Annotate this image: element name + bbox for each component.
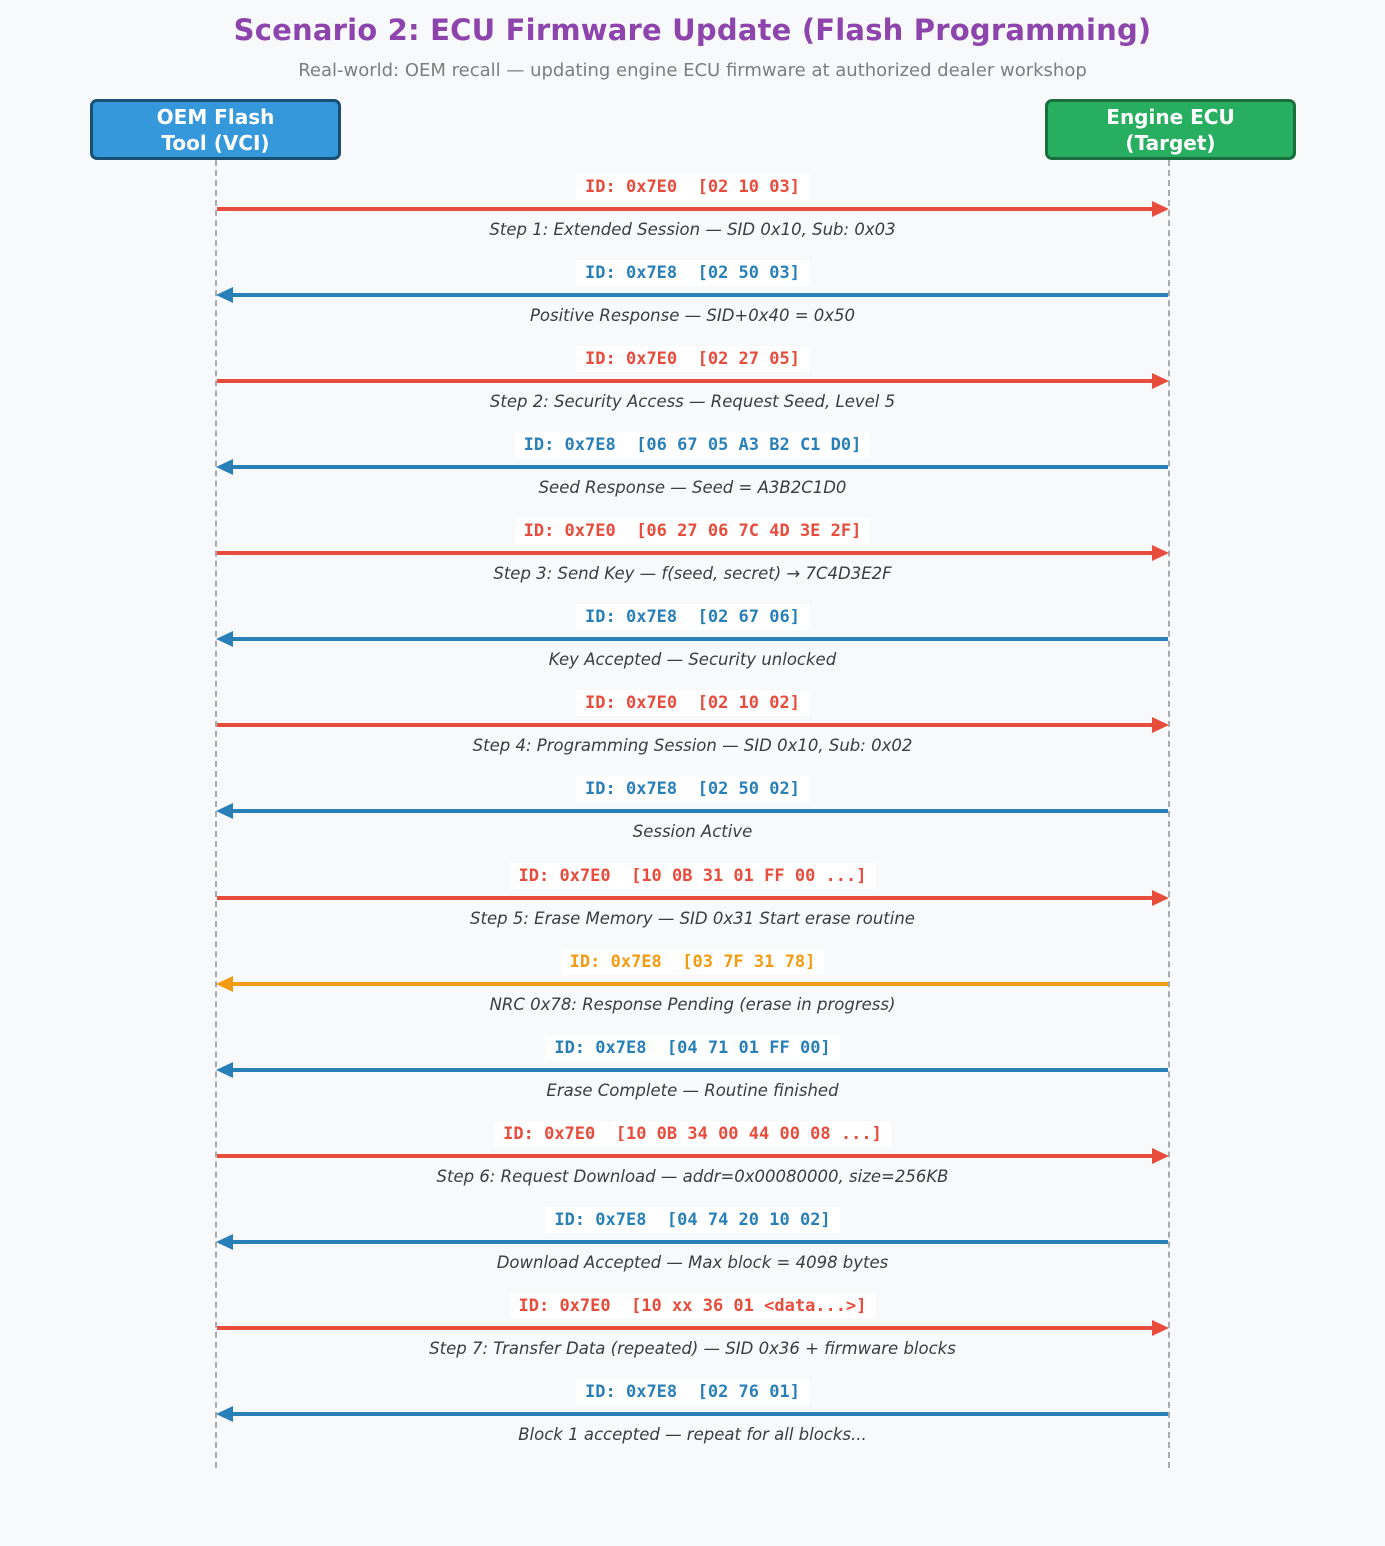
- message-description: Step 2: Security Access — Request Seed, Level 5: [489, 392, 896, 411]
- can-frame-text: ID: 0x7E8 [03 7F 31 78]: [561, 949, 825, 975]
- message-id-label: [217, 1293, 1168, 1319]
- can-frame-text: ID: 0x7E0 [06 27 06 7C 4D 3E 2F]: [515, 518, 871, 544]
- message-arrow-line: [217, 379, 1155, 383]
- message-description: Step 7: Transfer Data (repeated) — SID 0x36 + firmware blocks: [429, 1339, 956, 1358]
- arrowhead-icon: [1152, 717, 1169, 733]
- can-frame-text: ID: 0x7E8 [06 67 05 A3 B2 C1 D0]: [515, 432, 871, 458]
- message-description: Step 6: Request Download — addr=0x00080000, size=256KB: [436, 1167, 949, 1186]
- message-arrow-line: [230, 637, 1168, 641]
- message-id-label: [217, 1121, 1168, 1147]
- message-id-label: [217, 949, 1168, 975]
- arrowhead-icon: [1152, 201, 1169, 217]
- can-frame-text: ID: 0x7E8 [02 67 06]: [576, 604, 809, 630]
- message-id-label: [217, 432, 1168, 458]
- can-frame-text: ID: 0x7E0 [02 10 03]: [576, 174, 809, 200]
- message-id-label: [217, 174, 1168, 200]
- can-frame-text: ID: 0x7E8 [02 76 01]: [576, 1379, 809, 1405]
- actor-box-flash-tool: [90, 99, 341, 160]
- can-frame-text: ID: 0x7E0 [10 0B 31 01 FF 00 ...]: [510, 863, 876, 889]
- message-arrow-line: [217, 723, 1155, 727]
- actor-label-line: OEM Flash: [156, 104, 275, 129]
- message-description: Key Accepted — Security unlocked: [548, 650, 837, 669]
- arrowhead-icon: [216, 803, 233, 819]
- message-arrow-line: [230, 1412, 1168, 1416]
- arrowhead-icon: [1152, 1148, 1169, 1164]
- message-id-label: [217, 260, 1168, 286]
- message-arrow-line: [230, 1068, 1168, 1072]
- arrowhead-icon: [216, 459, 233, 475]
- message-arrow-line: [217, 1326, 1155, 1330]
- message-id-label: [217, 690, 1168, 716]
- can-frame-text: ID: 0x7E8 [04 71 01 FF 00]: [545, 1035, 839, 1061]
- can-frame-text: ID: 0x7E8 [04 74 20 10 02]: [545, 1207, 839, 1233]
- message-description: Step 4: Programming Session — SID 0x10, Sub: 0x02: [472, 736, 913, 755]
- can-frame-text: ID: 0x7E0 [10 0B 34 00 44 00 08 ...]: [494, 1121, 891, 1147]
- message-id-label: [217, 863, 1168, 889]
- message-arrow-line: [217, 896, 1155, 900]
- arrowhead-icon: [216, 976, 233, 992]
- actor-label-line: Engine ECU: [1106, 104, 1235, 129]
- message-arrow-line: [230, 293, 1168, 297]
- arrowhead-icon: [216, 287, 233, 303]
- message-id-label: [217, 518, 1168, 544]
- actor-label-line: (Target): [1125, 130, 1216, 155]
- can-frame-text: ID: 0x7E0 [10 xx 36 01 <data...>]: [510, 1293, 876, 1319]
- lifeline-engine-ecu: [1168, 160, 1170, 1468]
- message-description: NRC 0x78: Response Pending (erase in progress): [489, 995, 896, 1014]
- message-description: Seed Response — Seed = A3B2C1D0: [538, 478, 847, 497]
- arrowhead-icon: [216, 631, 233, 647]
- message-id-label: [217, 346, 1168, 372]
- actor-box-engine-ecu: [1045, 99, 1296, 160]
- arrowhead-icon: [216, 1406, 233, 1422]
- message-description: Step 3: Send Key — f(seed, secret) → 7C4D3E2F: [493, 564, 892, 583]
- message-id-label: [217, 1035, 1168, 1061]
- message-arrow-line: [230, 982, 1168, 986]
- arrowhead-icon: [1152, 545, 1169, 561]
- message-description: Session Active: [632, 822, 753, 841]
- message-arrow-line: [217, 207, 1155, 211]
- arrowhead-icon: [216, 1234, 233, 1250]
- message-description: Block 1 accepted — repeat for all blocks...: [518, 1425, 867, 1444]
- arrowhead-icon: [1152, 373, 1169, 389]
- message-id-label: [217, 776, 1168, 802]
- diagram-subtitle: Real-world: OEM recall — updating engine ECU firmware at authorized dealer workshop: [298, 60, 1087, 81]
- message-arrow-line: [230, 809, 1168, 813]
- message-description: Erase Complete — Routine finished: [546, 1081, 839, 1100]
- message-id-label: [217, 604, 1168, 630]
- arrowhead-icon: [1152, 1320, 1169, 1336]
- arrowhead-icon: [1152, 890, 1169, 906]
- diagram-title: Scenario 2: ECU Firmware Update (Flash Programming): [233, 13, 1152, 47]
- message-description: Download Accepted — Max block = 4098 bytes: [496, 1253, 889, 1272]
- can-frame-text: ID: 0x7E0 [02 27 05]: [576, 346, 809, 372]
- actor-label-line: Tool (VCI): [161, 130, 270, 155]
- message-id-label: [217, 1379, 1168, 1405]
- message-description: Positive Response — SID+0x40 = 0x50: [529, 306, 856, 325]
- arrowhead-icon: [216, 1062, 233, 1078]
- can-frame-text: ID: 0x7E8 [02 50 02]: [576, 776, 809, 802]
- can-frame-text: ID: 0x7E0 [02 10 02]: [576, 690, 809, 716]
- message-description: Step 5: Erase Memory — SID 0x31 Start erase routine: [470, 909, 915, 928]
- message-arrow-line: [230, 465, 1168, 469]
- can-frame-text: ID: 0x7E8 [02 50 03]: [576, 260, 809, 286]
- message-arrow-line: [230, 1240, 1168, 1244]
- message-arrow-line: [217, 1154, 1155, 1158]
- message-description: Step 1: Extended Session — SID 0x10, Sub: 0x03: [489, 220, 896, 239]
- message-id-label: [217, 1207, 1168, 1233]
- message-arrow-line: [217, 551, 1155, 555]
